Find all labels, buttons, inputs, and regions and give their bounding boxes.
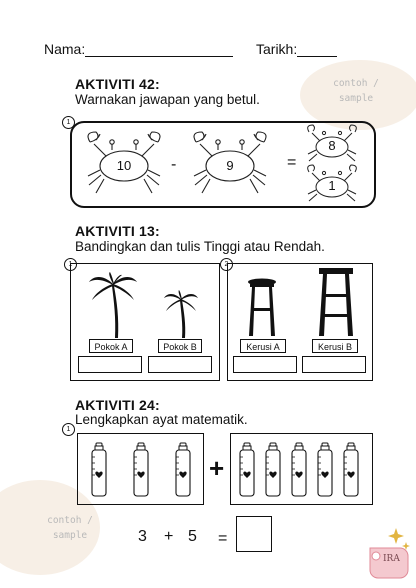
date-line [297, 42, 337, 57]
choice-top-value[interactable]: 8 [328, 138, 336, 153]
name-field [44, 41, 233, 57]
activity2-q1-number: 1 [64, 258, 77, 271]
watermark-top-line1: contoh / [333, 78, 379, 89]
choice-bottom-value[interactable]: 1 [328, 178, 336, 193]
ira-logo-text: IRA [383, 554, 400, 564]
label-kerusi-b: Kerusi B [312, 339, 358, 353]
name-label: Nama: [44, 41, 86, 57]
equation-a: 3 [138, 528, 147, 545]
activity3-plus: + [209, 453, 225, 483]
crab-left-value: 10 [116, 158, 132, 173]
label-kerusi-a: Kerusi A [240, 339, 286, 353]
label-pokok-a: Pokok A [89, 339, 133, 353]
answer-box-pokok-a[interactable] [78, 356, 142, 373]
activity3-instruction: Lengkapkan ayat matematik. [75, 412, 248, 427]
palm-tree-tall-icon [88, 272, 138, 338]
activity3-title: AKTIVITI 24: [75, 397, 160, 413]
answer-box-kerusi-a[interactable] [233, 356, 297, 373]
answer-box-pokok-b[interactable] [148, 356, 212, 373]
date-label: Tarikh: [256, 41, 298, 57]
activity2-title: AKTIVITI 13: [75, 223, 160, 239]
equation-b: 5 [188, 528, 197, 545]
palm-tree-short-icon [163, 290, 199, 338]
activity2-q2-number: 2 [220, 258, 233, 271]
equation-equals: = [218, 530, 228, 547]
activity1-operator: - [171, 156, 177, 173]
activity1-title: AKTIVITI 42: [75, 76, 160, 92]
equation-answer-box[interactable] [236, 516, 272, 552]
stool-short-icon [247, 278, 277, 336]
watermark-bottom [30, 513, 110, 543]
watermark-top-line2: sample [338, 93, 374, 104]
equation-operator: + [164, 528, 174, 545]
activity1-equals: = [287, 154, 297, 171]
date-field [256, 41, 337, 57]
watermark-bottom-line2: sample [52, 530, 88, 541]
activity1-instruction: Warnakan jawapan yang betul. [75, 92, 260, 107]
activity1-question-number: 1 [62, 116, 75, 129]
stool-tall-icon [318, 268, 354, 336]
activity3-question-number: 1 [62, 423, 75, 436]
watermark-top [316, 76, 396, 106]
crab-middle-value: 9 [226, 158, 234, 173]
answer-box-kerusi-b[interactable] [302, 356, 366, 373]
activity2-instruction: Bandingkan dan tulis Tinggi atau Rendah. [75, 239, 325, 254]
watermark-bottom-line1: contoh / [47, 515, 93, 526]
label-pokok-b: Pokok B [158, 339, 202, 353]
bottle-group-right-icon [236, 441, 366, 497]
bottle-group-left-icon [88, 441, 194, 497]
name-line [85, 42, 233, 57]
